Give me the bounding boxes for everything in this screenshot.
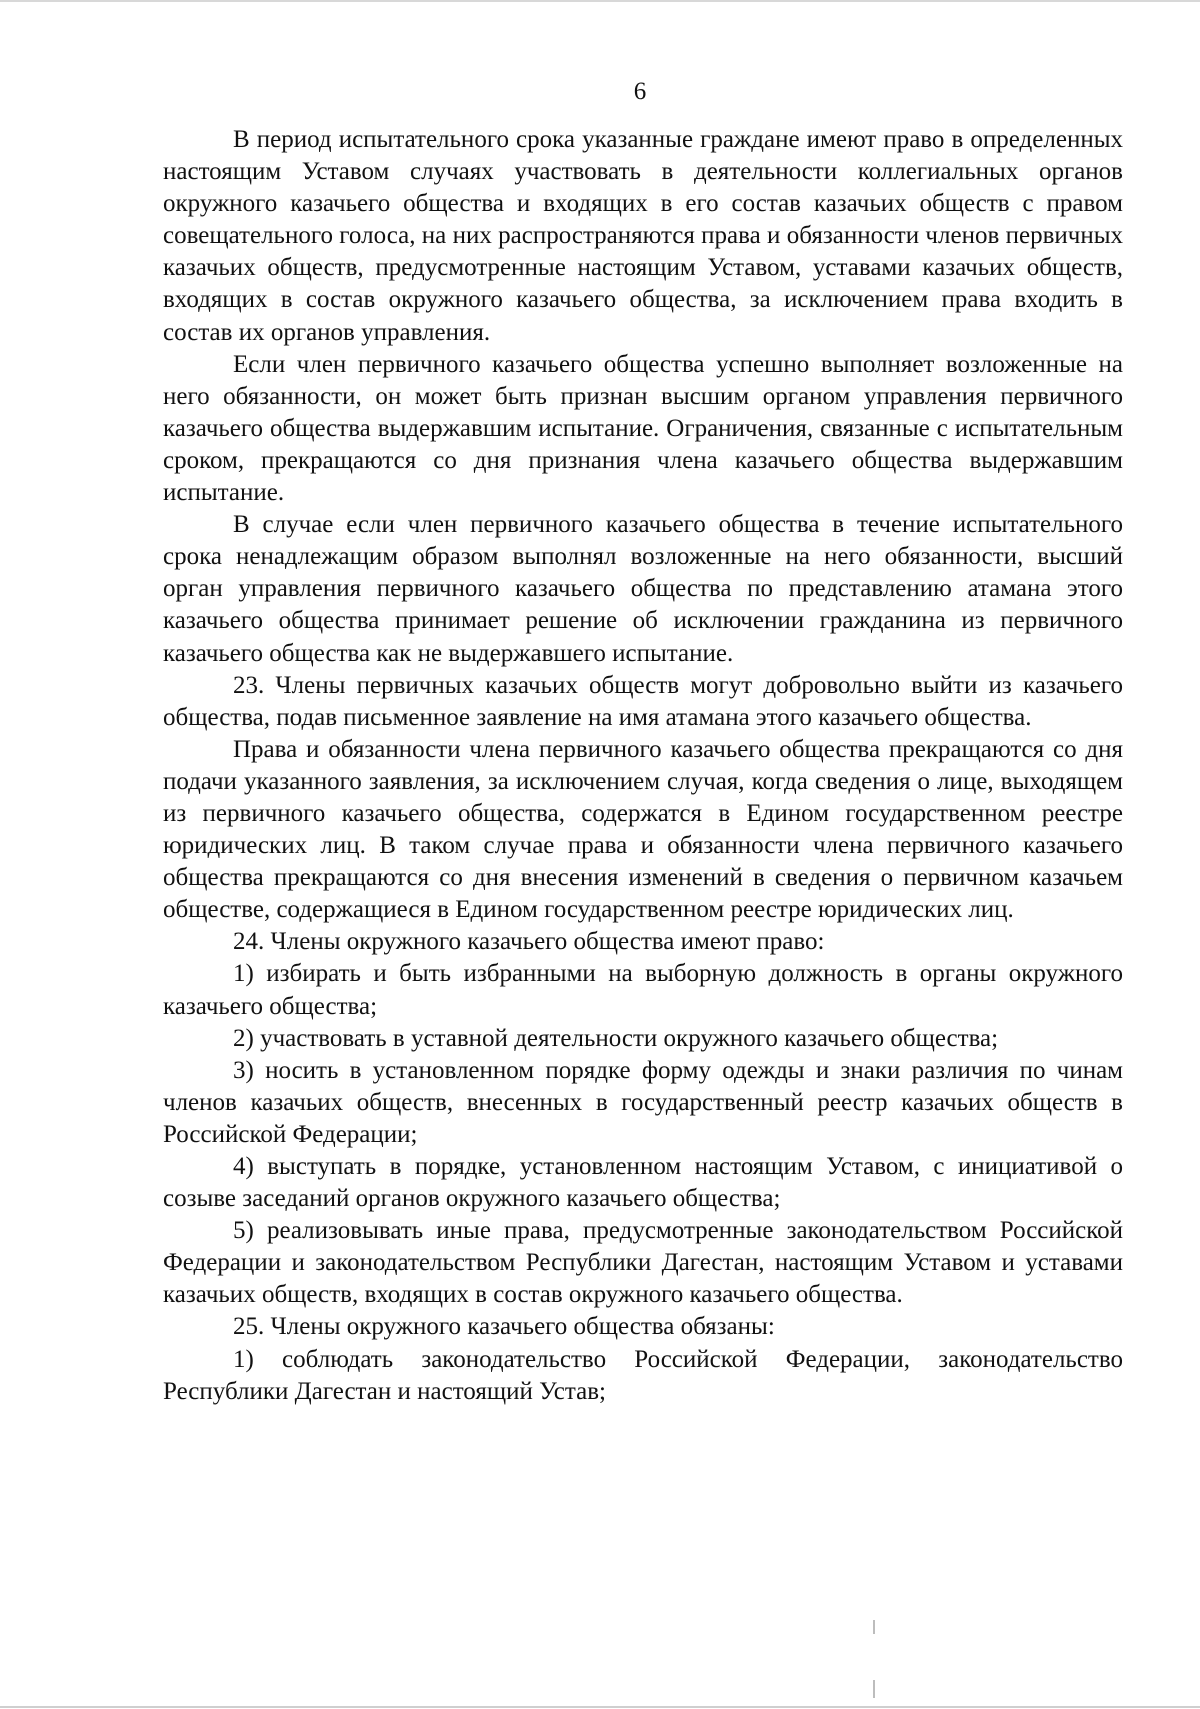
list-item-duty-1: 1) соблюдать законодательство Российской Федерации, законодательство Республики Дагестан и настоящий Устав; (163, 1345, 1123, 1405)
list-item-right-5: 5) реализовывать иные права, предусмотренные законодательством Российской Федерации и законодательством Республики Дагестан, настоящим Уставом и уставами казачьих обществ, входящих в состав окружного казачьего общества. (163, 1217, 1123, 1309)
list-item-right-1: 1) избирать и быть избранными на выборную должность в органы окружного казачьего общества; (163, 960, 1123, 1020)
page-number: 6 (633, 78, 647, 105)
paragraph-membership-termination: Права и обязанности члена первичного казачьего общества прекращаются со дня подачи указанного заявления, за исключением случая, когда сведения о лице, выходящем из первичного казачьего общества, содержатся в Едином государственном реестре юридических лиц. В таком случае права и обязанности члена первичного казачьего общества прекращаются со дня внесения изменений в сведения о первичном казачьем обществе, содержащиеся в Едином государственном реестре юридических лиц. (163, 735, 1123, 924)
list-item-right-4: 4) выступать в порядке, установленном настоящим Уставом, с инициативой о созыве заседаний органов окружного казачьего общества; (163, 1153, 1123, 1213)
paragraph-clause-25: 25. Члены окружного казачьего общества обязаны: (233, 1313, 775, 1341)
scan-artifact-mark (873, 1620, 875, 1634)
paragraph-probation-rights: В период испытательного срока указанные граждане имеют право в определенных настоящим Уставом случаях участвовать в деятельности коллегиальных органов окружного казачьего общества и входящих в его состав казачьих обществ с правом совещательного голоса, на них распространяются права и обязанности членов первичных казачьих обществ, предусмотренные настоящим Уставом, уставами казачьих обществ, входящих в состав окружного казачьего общества, за исключением права входить в состав их органов управления. (163, 126, 1123, 346)
scan-artifact-mark (873, 1680, 875, 1698)
document-body (163, 124, 1123, 1408)
paragraph-clause-24: 24. Члены окружного казачьего общества имеют право: (233, 928, 825, 956)
paragraph-clause-23: 23. Члены первичных казачьих обществ могут добровольно выйти из казачьего общества, подав письменное заявление на имя атамана этого казачьего общества. (163, 671, 1123, 731)
list-item-right-3: 3) носить в установленном порядке форму одежды и знаки различия по чинам членов казачьих обществ, внесенных в государственный реестр казачьих обществ в Российской Федерации; (163, 1056, 1123, 1148)
scan-edge-bottom (0, 1706, 1200, 1708)
list-item-right-2: 2) участвовать в уставной деятельности окружного казачьего общества; (233, 1024, 999, 1052)
paragraph-probation-failed: В случае если член первичного казачьего общества в течение испытательного срока ненадлежащим образом выполнял возложенные на него обязанности, высший орган управления первичного казачьего общества по представлению атамана этого казачьего общества принимает решение об исключении гражданина из первичного казачьего общества как не выдержавшего испытание. (163, 511, 1123, 667)
paragraph-probation-passed: Если член первичного казачьего общества успешно выполняет возложенные на него обязанности, он может быть признан высшим органом управления первичного казачьего общества выдержавшим испытание. Ограничения, связанные с испытательным сроком, прекращаются со дня признания члена казачьего общества выдержавшим испытание. (163, 350, 1123, 507)
scan-edge-top (0, 0, 1200, 2)
